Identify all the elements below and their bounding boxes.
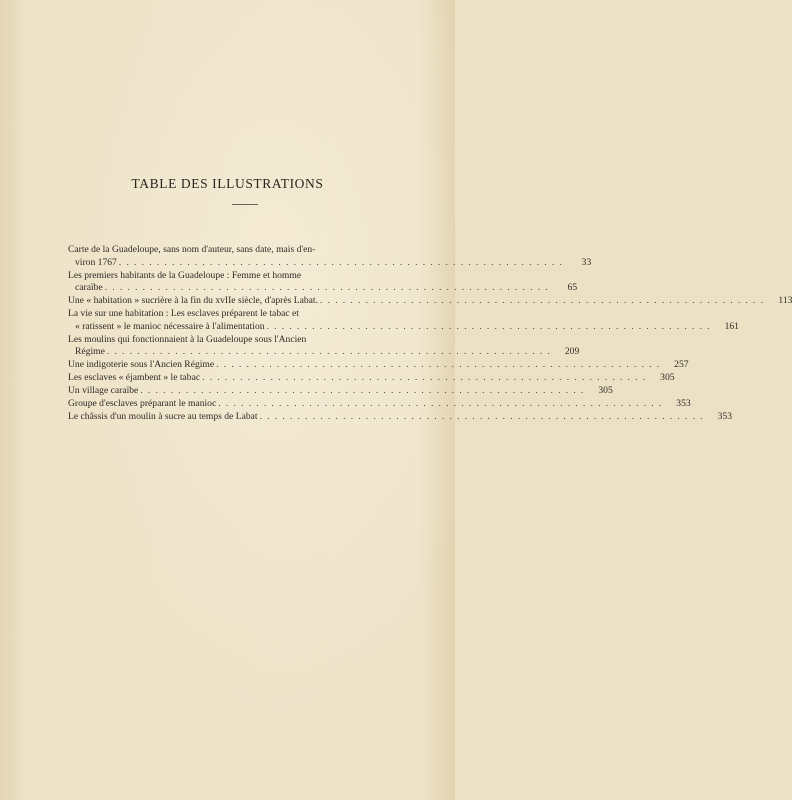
entry-title-line: Les premiers habitants de la Guadeloupe : Femme et homme: [68, 269, 302, 281]
toc-entry: [68, 411, 732, 424]
page-title: TABLE DES ILLUSTRATIONS: [131, 176, 324, 191]
entry-title: Une « habitation » sucrière à la fin du xvIIe siècle, d'après Labat.: [68, 295, 318, 307]
entry-page-number: 353: [676, 398, 691, 410]
dot-leader: . . . . . . . . . . . . . . . . . . . . . . . . . . . . . . . . . . . . . . . . . . . . . . . . . . . . . . . . . . .: [266, 320, 711, 332]
toc-entry: [68, 372, 675, 385]
entry-title-row: [68, 372, 675, 385]
entry-title: Le châssis d'un moulin à sucre au temps de Labat: [68, 411, 258, 423]
entry-page-number: 113: [778, 295, 792, 307]
entry-title-line: Carte de la Guadeloupe, sans nom d'auteur, sans date, mais d'en-: [68, 244, 316, 255]
dot-leader: . . . . . . . . . . . . . . . . . . . . . . . . . . . . . . . . . . . . . . . . . . . . . . . . . . . . . . . . . . .: [218, 398, 663, 410]
entry-title-row: [68, 282, 578, 295]
entry-title-line: La vie sur une habitation : Les esclaves préparent le tabac et: [68, 308, 299, 320]
entry-page-number: 305: [598, 385, 613, 397]
entry-page-number: 65: [567, 282, 578, 294]
entry-title: Groupe d'esclaves préparant le manioc: [68, 398, 217, 410]
entry-title-row: [68, 385, 613, 398]
entry-title: Régime: [75, 346, 105, 358]
toc-entry: [68, 333, 580, 359]
dot-leader: . . . . . . . . . . . . . . . . . . . . . . . . . . . . . . . . . . . . . . . . . . . . . . . . . . . . . . . . . . .: [259, 411, 704, 423]
dot-leader: . . . . . . . . . . . . . . . . . . . . . . . . . . . . . . . . . . . . . . . . . . . . . . . . . . . . . . . . . . .: [106, 346, 552, 358]
entry-title: caraïbe: [75, 282, 103, 294]
entry-title-row: [68, 295, 792, 308]
entry-page-number: 257: [674, 359, 689, 371]
entry-page-number: 209: [564, 346, 580, 358]
dot-leader: . . . . . . . . . . . . . . . . . . . . . . . . . . . . . . . . . . . . . . . . . . . . . . . . . . . . . . . . . . .: [140, 385, 585, 397]
entry-title-row: [68, 359, 689, 372]
dot-leader: . . . . . . . . . . . . . . . . . . . . . . . . . . . . . . . . . . . . . . . . . . . . . . . . . . . . . . . . . . .: [320, 295, 765, 307]
entry-title: viron 1767: [75, 256, 117, 268]
entry-title-row: [68, 398, 691, 411]
toc-entry: [68, 398, 691, 411]
entry-title: « ratissent » le manioc nécessaire à l'alimentation: [75, 320, 265, 332]
dot-leader: . . . . . . . . . . . . . . . . . . . . . . . . . . . . . . . . . . . . . . . . . . . . . . . . . . . . . . . . . . .: [202, 372, 647, 384]
entry-title-row: [68, 256, 592, 270]
toc-entry: [68, 359, 689, 372]
entry-title-line: Les moulins qui fonctionnaient à la Guadeloupe sous l'Ancien: [68, 333, 307, 345]
entry-page-number: 305: [660, 372, 675, 384]
title-divider: [232, 204, 258, 205]
dot-leader: . . . . . . . . . . . . . . . . . . . . . . . . . . . . . . . . . . . . . . . . . . . . . . . . . . . . . . . . . . .: [118, 256, 564, 268]
entry-title: Une indigoterie sous l'Ancien Régime: [68, 359, 215, 371]
entry-title-row: [68, 320, 739, 334]
toc-entry: [68, 295, 792, 308]
toc-entry: [68, 244, 592, 269]
entry-title-row: [68, 346, 580, 359]
toc-entry: [68, 385, 613, 398]
entry-title: Les esclaves « éjambent » le tabac: [68, 372, 201, 384]
entry-page-number: 353: [717, 411, 732, 423]
entry-title-row: [68, 411, 732, 424]
dot-leader: . . . . . . . . . . . . . . . . . . . . . . . . . . . . . . . . . . . . . . . . . . . . . . . . . . . . . . . . . . .: [104, 282, 550, 294]
illustrations-list: [68, 244, 792, 424]
entry-page-number: 33: [581, 256, 592, 268]
entry-title: Un village caraïbe: [68, 385, 139, 397]
entry-page-number: 161: [724, 320, 739, 332]
dot-leader: . . . . . . . . . . . . . . . . . . . . . . . . . . . . . . . . . . . . . . . . . . . . . . . . . . . . . . . . . . .: [216, 359, 661, 371]
toc-entry: [68, 308, 739, 333]
toc-entry: [68, 269, 578, 295]
